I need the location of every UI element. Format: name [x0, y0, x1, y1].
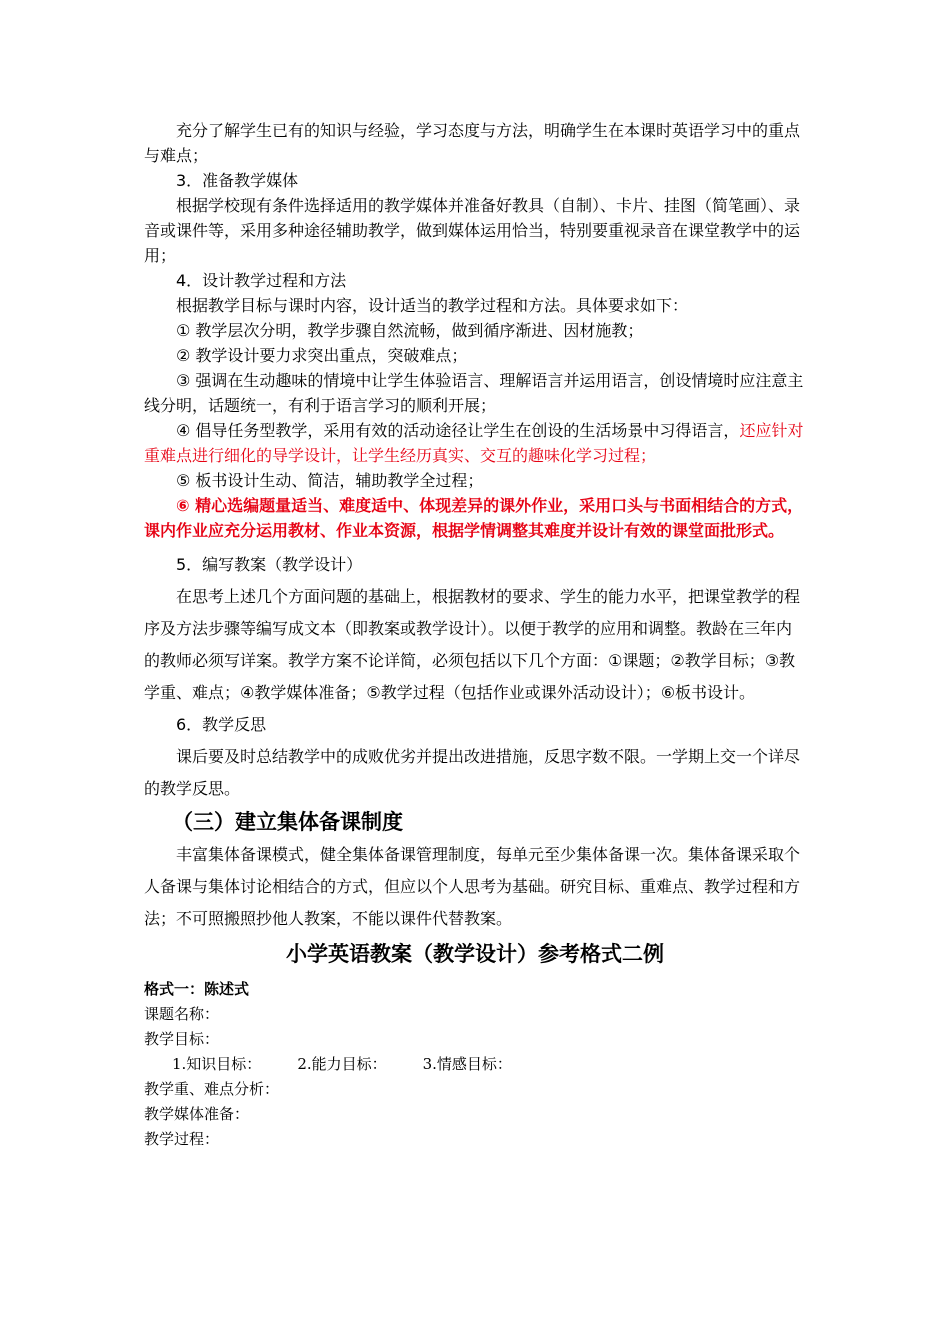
step4-item-2: ② 教学设计要力求突出重点，突破难点；: [176, 346, 468, 365]
goal-emotion: 3.情感目标：: [422, 1055, 512, 1073]
step4-item-4-highlight: 还应针对重难点进行细化的导学设计，让学生经历真实、交互的趣味化学习过程；: [144, 421, 804, 465]
step5-body: 在思考上述几个方面问题的基础上，根据教材的要求、学生的能力水平，把课堂教学的程序及方法步骤等编写成文本（即教案或教学设计）。以便于教学的应用和调整。教龄在三年内的教师必须写详案。教学方案不论详简，必须包括以下几个方面：①课题；②教学目标；③教学重、难点；④教学媒体准备；⑤教学过程（包括作业或课外活动设计）；⑥板书设计。: [144, 587, 801, 702]
media-label: 教学媒体准备：: [144, 1105, 250, 1123]
section3-body: 丰富集体备课模式，健全集体备课管理制度，每单元至少集体备课一次。集体备课采取个人备课与集体讨论相结合的方式，但应以个人思考为基础。研究目标、重难点、教学过程和方法；不可照搬照抄他人教案，不能以课件代替教案。: [144, 845, 801, 928]
format1-label: 格式一：陈述式: [144, 980, 250, 998]
reference-title: 小学英语教案（教学设计）参考格式二例: [286, 942, 664, 966]
step5-heading: 5．编写教案（教学设计）: [176, 555, 363, 574]
step4-item-4-text: ④ 倡导任务型教学，采用有效的活动途径让学生在创设的生活场景中习得语言，: [176, 421, 740, 440]
step4-item-3: ③ 强调在生动趣味的情境中让学生体验语言、理解语言并运用语言，创设情境时应注意主线分明，话题统一，有利于语言学习的顺利开展；: [144, 371, 804, 415]
step6-body: 课后要及时总结教学中的成败优劣并提出改进措施，反思字数不限。一学期上交一个详尽的教学反思。: [144, 747, 801, 798]
process-label: 教学过程：: [144, 1130, 220, 1148]
step3-body: 根据学校现有条件选择适用的教学媒体并准备好教具（自制）、卡片、挂图（简笔画）、录音或课件等，采用多种途径辅助教学，做到媒体运用恰当，特别要重视录音在课堂教学中的运用；: [144, 196, 801, 265]
step4-intro: 根据教学目标与课时内容，设计适当的教学过程和方法。具体要求如下：: [176, 296, 689, 315]
topic-label: 课题名称：: [144, 1005, 220, 1023]
key-points-label: 教学重、难点分析：: [144, 1080, 280, 1098]
step4-heading: 4．设计教学过程和方法: [176, 271, 347, 290]
section3-heading: （三）建立集体备课制度: [172, 810, 403, 834]
objective-goals: [144, 1052, 806, 1077]
step4-item-6: ⑥ 精心选编题量适当、难度适中、体现差异的课外作业，采用口头与书面相结合的方式，课内作业应充分运用教材、作业本资源，根据学情调整其难度并设计有效的课堂面批形式。: [144, 496, 804, 540]
goal-knowledge: 1.知识目标：: [172, 1055, 262, 1073]
document-page: [144, 118, 806, 1152]
step6-heading: 6．教学反思: [176, 715, 267, 734]
step4-item-1: ① 教学层次分明，教学步骤自然流畅，做到循序渐进、因材施教；: [176, 321, 644, 340]
step4-item-4: [144, 418, 806, 468]
step3-heading: 3．准备教学媒体: [176, 171, 299, 190]
analyze-students-paragraph: 充分了解学生已有的知识与经验，学习态度与方法，明确学生在本课时英语学习中的重点与难点；: [144, 121, 801, 165]
step4-item-5: ⑤ 板书设计生动、简洁，辅助教学全过程；: [176, 471, 484, 490]
goal-ability: 2.能力目标：: [297, 1055, 387, 1073]
objectives-label: 教学目标：: [144, 1030, 220, 1048]
